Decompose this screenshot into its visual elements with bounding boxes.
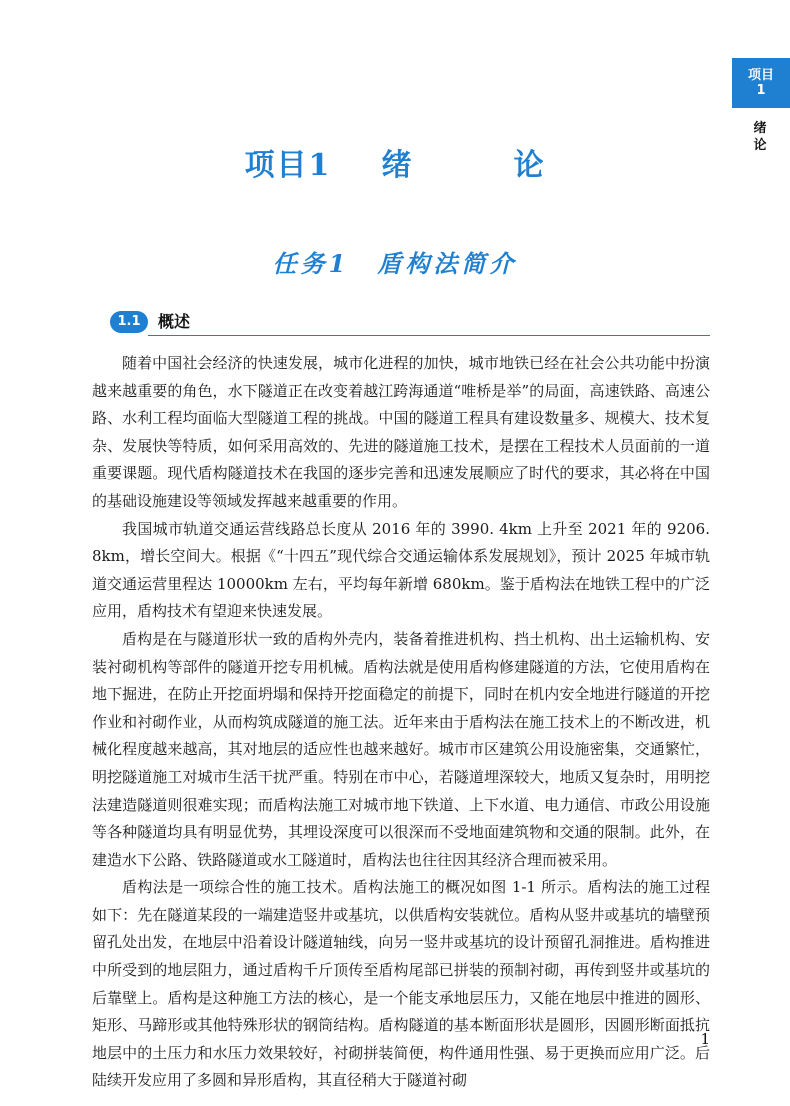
title-char-1: 绪: [381, 148, 414, 183]
side-tab-line1: 项目: [747, 68, 774, 83]
paragraph-2: 我国城市轨道交通运营线路总长度从 2016 年的 3990. 4km 上升至 2021 年的 9206. 8km，增长空间大。根据《“十四五”现代综合交通运输体系发展规划》，预计 2025 年城市轨道交通运营里程达 10000km 左右，平均每年新增 680km。鉴于盾构法在地铁工程中的广泛应用，盾构技术有望迎来快速发展。: [92, 519, 710, 621]
title-char-2: 论: [513, 148, 546, 183]
page-number: 1: [700, 1030, 710, 1048]
title-project: 项目1: [244, 148, 332, 183]
side-chapter-char-2: 论: [753, 138, 767, 153]
page-title: [0, 140, 790, 184]
task-subtitle: 任务1 盾构法简介: [272, 249, 518, 278]
body-text: [92, 350, 710, 1095]
paragraph-4: 盾构法是一项综合性的施工技术。盾构法施工的概况如图 1-1 所示。盾构法的施工过程如下：先在隧道某段的一端建造竖井或基坑，以供盾构安装就位。盾构从竖井或基坑的墙壁预留孔处出发，在地层中沿着设计隧道轴线，向另一竖井或基坑的设计预留孔洞推进。盾构推进中所受到的地层阻力，通过盾构千斤顶传至盾构尾部已拼装的预制衬砌，再传到竖井或基坑的后靠壁上。盾构是这种施工方法的核心，是一个能支承地层压力，又能在地层中推进的圆形、矩形、马蹄形或其他特殊形状的钢筒结构。盾构隧道的基本断面形状是圆形，因圆形断面抵抗地层中的土压力和水压力效果较好，衬砌拼装简便，构件通用性强、易于更换而应用广泛。后陆续开发应用了多圆和异形盾构，其直径稍大于隧道衬砌: [92, 878, 710, 1090]
side-chapter-char-1: 绪: [753, 121, 767, 136]
side-tab-line2: 1: [756, 83, 766, 98]
section-heading: [110, 311, 710, 339]
paragraph-1: 随着中国社会经济的快速发展，城市化进程的加快，城市地铁已经在社会公共功能中扮演越来越重要的角色，水下隧道正在改变着越江跨海通道“唯桥是举”的局面，高速铁路、高速公路、水利工程均面临大型隧道工程的挑战。中国的隧道工程具有建设数量多、规模大、技术复杂、发展快等特质，如何采用高效的、先进的隧道施工技术，是摆在工程技术人员面前的一道重要课题。现代盾构隧道技术在我国的逐步完善和迅速发展顺应了时代的要求，其必将在中国的基础设施建设等领域发挥越来越重要的作用。: [92, 354, 710, 510]
section-divider: [148, 335, 710, 336]
section-title: 概述: [158, 312, 191, 331]
paragraph-3: 盾构是在与隧道形状一致的盾构外壳内，装备着推进机构、挡土机构、出土运输机构、安装衬砌机构等部件的隧道开挖专用机械。盾构法就是使用盾构修建隧道的方法，它使用盾构在地下掘进，在防止开挖面坍塌和保持开挖面稳定的前提下，同时在机内安全地进行隧道的开挖作业和衬砌作业，从而构筑成隧道的施工法。近年来由于盾构法在施工技术上的不断改进，机械化程度越来越高，其对地层的适应性也越来越好。城市市区建筑公用设施密集，交通繁忙，明挖隧道施工对城市生活干扰严重。特别在市中心，若隧道埋深较大，地质又复杂时，用明挖法建造隧道则很难实现；而盾构法施工对城市地下铁道、上下水道、电力通信、市政公用设施等各种隧道均具有明显优势，其埋设深度可以很深而不受地面建筑物和交通的限制。此外，在建造水下公路、铁路隧道或水工隧道时，盾构法也往往因其经济合理而被采用。: [92, 629, 710, 869]
chapter-side-tab: [732, 58, 790, 108]
section-number-badge: 1.1: [110, 311, 148, 333]
